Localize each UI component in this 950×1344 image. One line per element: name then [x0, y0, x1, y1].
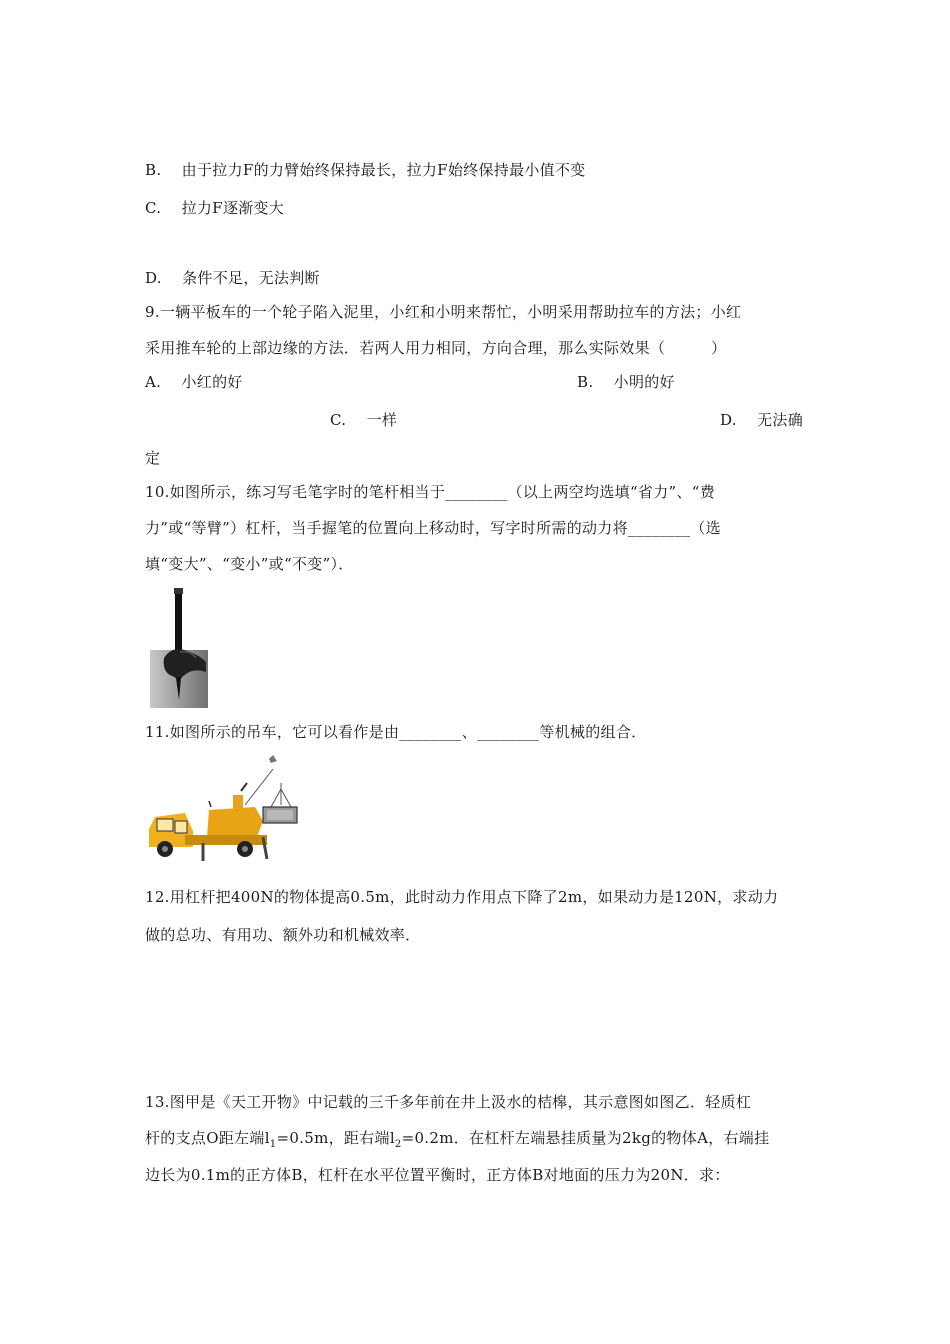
q10-line3: 填“变大”、“变小”或“不变”）．	[145, 555, 354, 573]
q10-line1: 10.如图所示，练习写毛笔字时的笔杆相当于________（以上两空均选填“省力”、“费	[145, 483, 716, 501]
q9-option-c: C. 一样	[330, 411, 398, 429]
q9-line1: 9.一辆平板车的一个轮子陷入泥里，小红和小明来帮忙，小明采用帮助拉车的方法；小红	[145, 303, 742, 321]
q12-line1: 12.用杠杆把400N的物体提高0.5m，此时动力作用点下降了2m，如果动力是120N，求动力	[145, 888, 779, 906]
q13-line3: 边长为0.1m的正方体B，杠杆在水平位置平衡时，正方体B对地面的压力为20N．求：	[145, 1166, 730, 1184]
q10-line2: 力”或“等臂”）杠杆，当手握笔的位置向上移动时，写字时所需的动力将________（选	[145, 519, 721, 537]
q9-option-d: D. 无法确	[720, 411, 804, 429]
q13-line2	[145, 1128, 769, 1155]
q9-option-b: B. 小明的好	[577, 373, 675, 391]
q13-line2-part-a: 杆的支点O距左端l	[145, 1129, 270, 1147]
q8-option-c: C. 拉力F逐渐变大	[145, 199, 285, 217]
q11-text: 11.如图所示的吊车，它可以看作是由________、________等机械的组合．	[145, 723, 647, 741]
crane-figure	[145, 755, 305, 865]
q13-line2-part-c: =0.2m．在杠杆左端悬挂质量为2kg的物体A，右端挂	[401, 1129, 770, 1147]
subscript-2: 2	[394, 1139, 402, 1150]
q9-option-a: A. 小红的好	[145, 373, 243, 391]
q9-line2: 采用推车轮的上部边缘的方法．若两人用力相同，方向合理，那么实际效果（ ）	[145, 339, 727, 357]
q12-line2: 做的总功、有用功、额外功和机械效率．	[145, 926, 421, 944]
brush-hand-icon	[150, 588, 208, 708]
crane-truck-icon	[145, 755, 305, 865]
q13-line1: 13.图甲是《天工开物》中记载的三千多年前在井上汲水的桔槔，其示意图如图乙．轻质杠	[145, 1093, 752, 1111]
q8-option-d: D. 条件不足，无法判断	[145, 269, 320, 287]
q13-line2-part-b: =0.5m，距右端l	[276, 1129, 395, 1147]
q9-option-d-wrap: 定	[145, 449, 161, 467]
brush-hand-figure	[150, 588, 208, 708]
q8-option-b: B. 由于拉力F的力臂始终保持最长，拉力F始终保持最小值不变	[145, 161, 586, 179]
subscript-1: 1	[269, 1139, 277, 1150]
